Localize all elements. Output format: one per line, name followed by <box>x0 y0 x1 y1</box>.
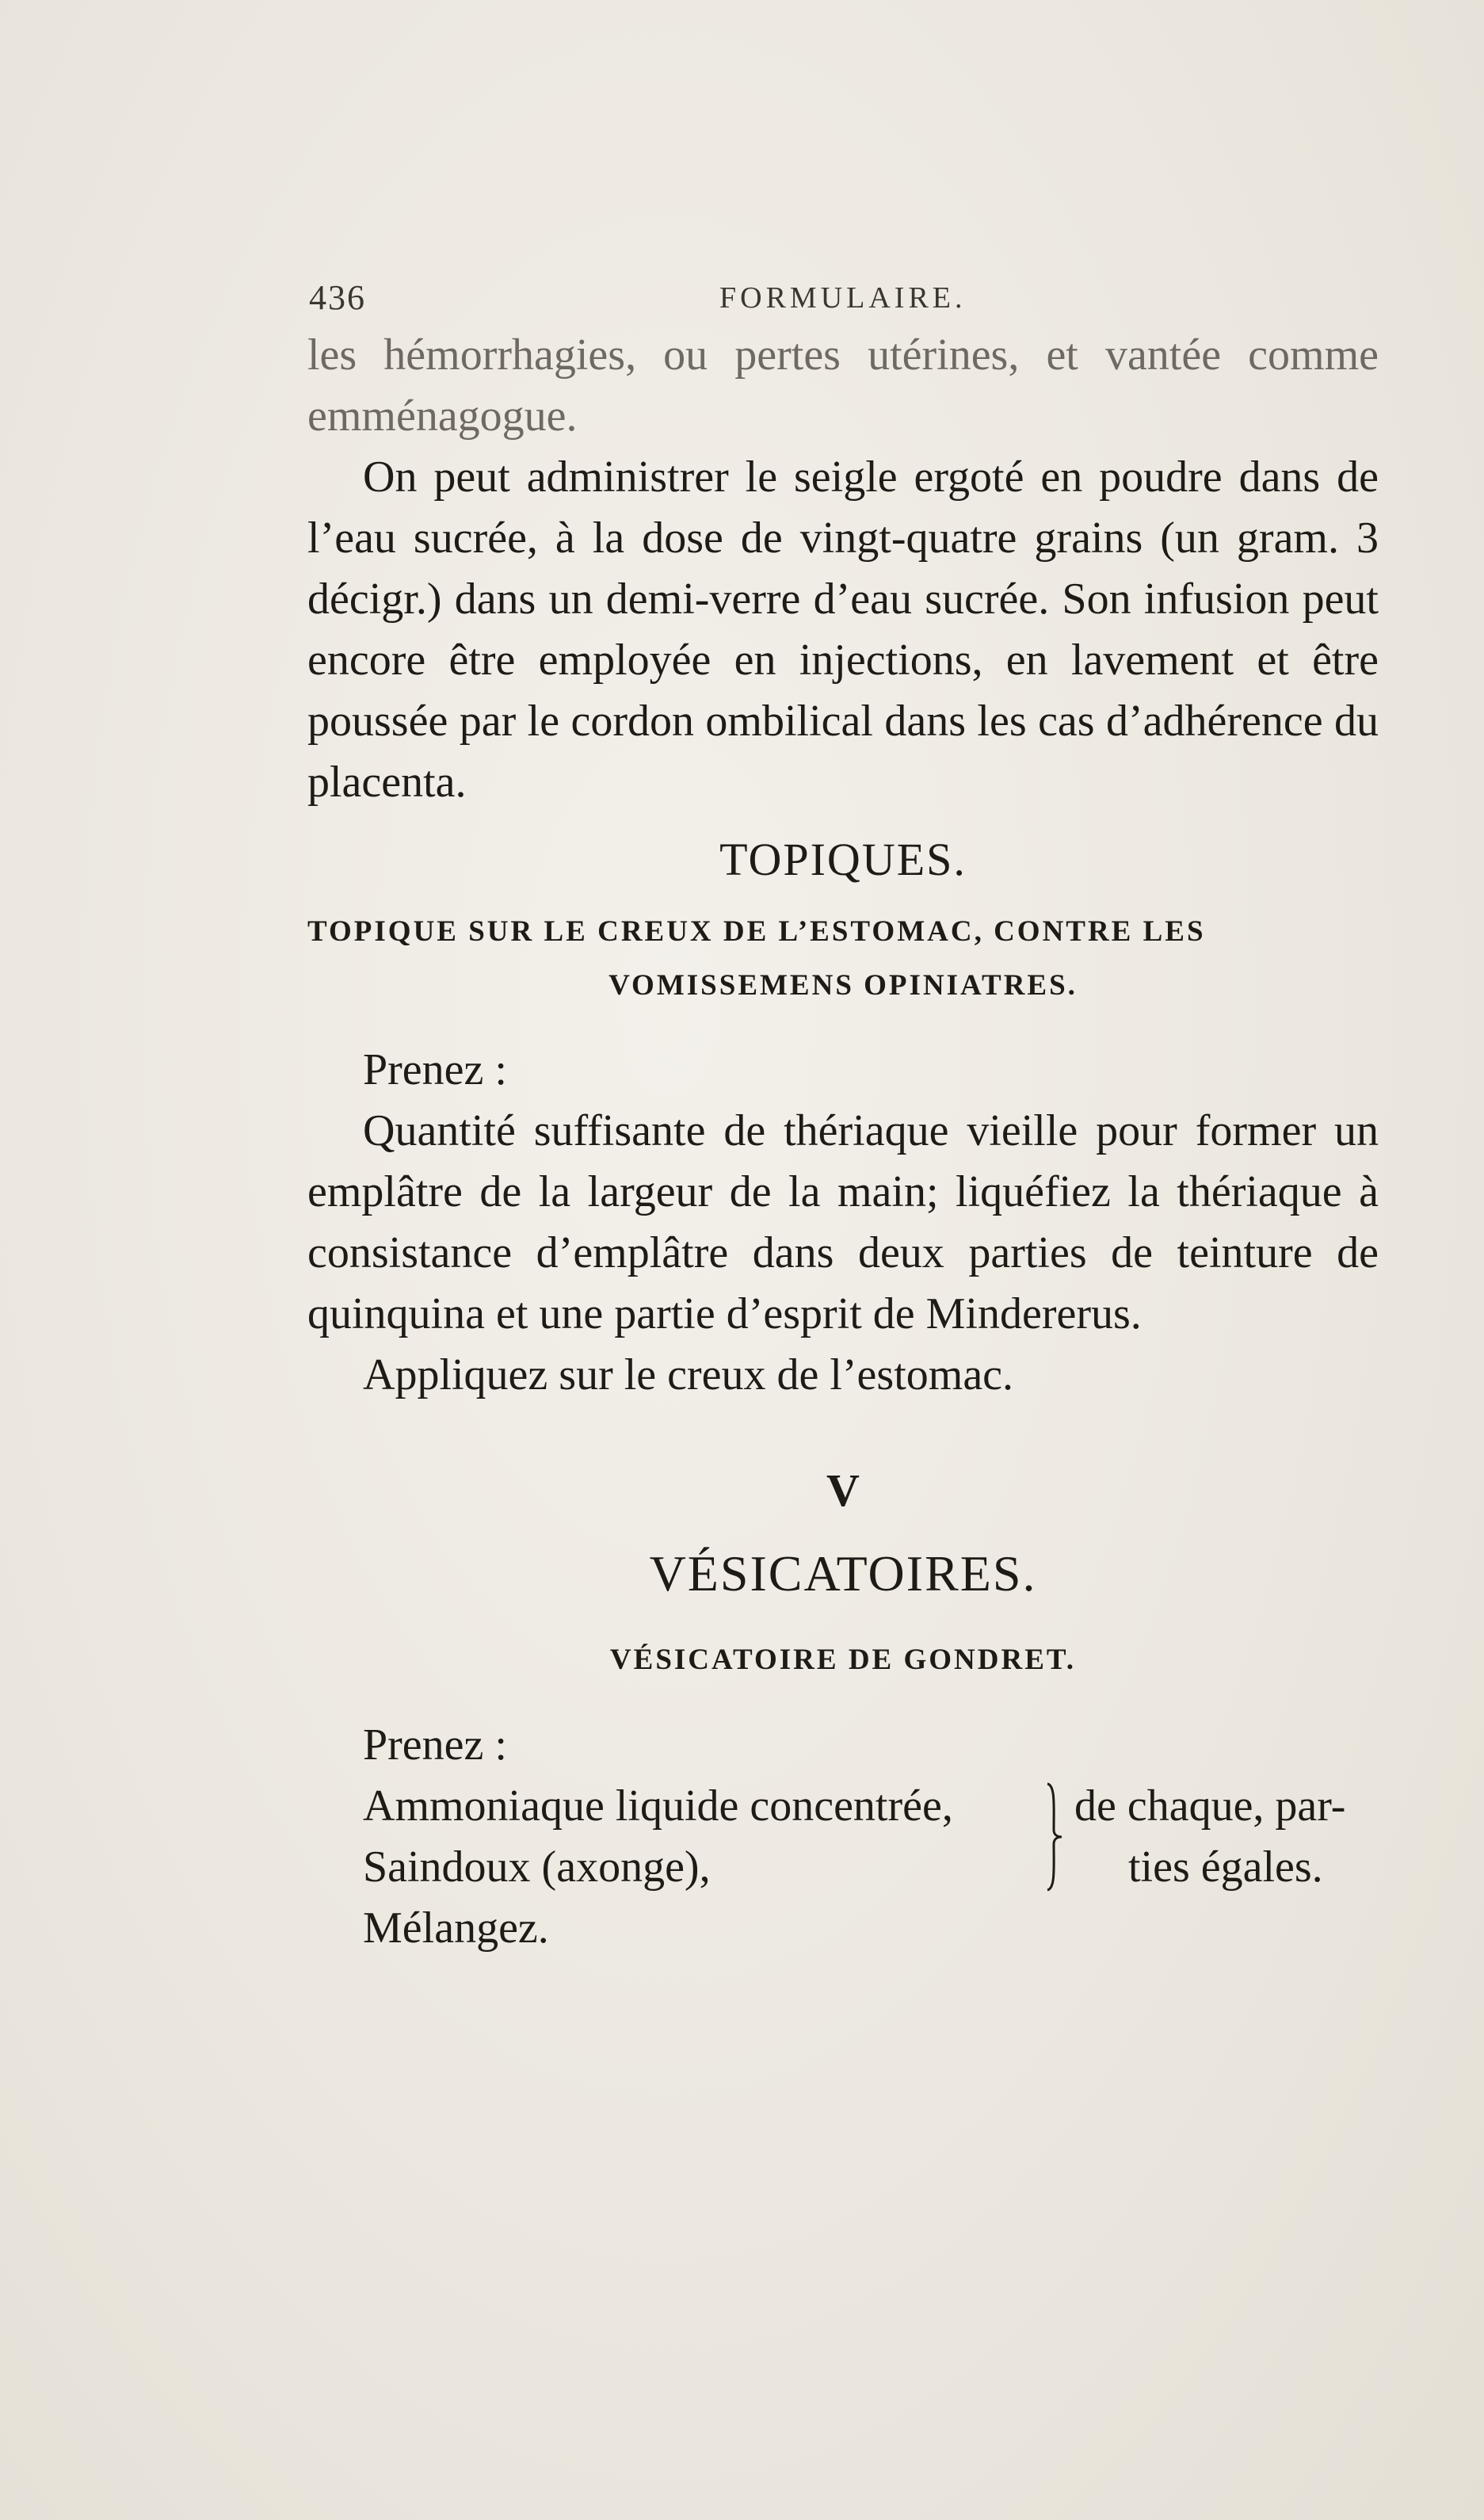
chapter-title: VÉSICATOIRES. <box>649 1545 1037 1602</box>
prenez-label-gondret: Prenez : <box>363 1720 507 1770</box>
ingredient-list <box>307 1776 1379 1898</box>
ingredient-saindoux: Saindoux (axonge), <box>363 1842 711 1892</box>
topique-application: Appliquez sur le creux de l’estomac. <box>363 1350 1014 1399</box>
quantity-line-2: ties égales. <box>1128 1842 1323 1892</box>
recipe-title-gondret: VÉSICATOIRE DE GONDRET. <box>609 1644 1077 1676</box>
continuation-paragraph: les hémorrhagies, ou pertes utérines, et vantée comme emménagogue. <box>307 330 1379 441</box>
chapter-number: V <box>826 1464 860 1516</box>
prenez-label-topique: Prenez : <box>363 1045 507 1094</box>
topique-instructions: Quantité suffisante de thériaque vieille pour former un emplâtre de la largeur de la main; liquéfiez la thériaque à consistance d’emplâtre dans deux parties de teinture de quinquina et une partie d’esprit de Mindererus. <box>307 1106 1379 1338</box>
brace-icon <box>1044 1782 1063 1892</box>
text-block <box>307 277 1379 1959</box>
recipe-title-topique <box>307 905 1379 1013</box>
spacer <box>307 1013 1379 1040</box>
recipe-title-line-2: VOMISSEMENS OPINIATRES. <box>608 969 1078 1002</box>
ingredient-ammoniaque: Ammoniaque liquide concentrée, <box>363 1781 953 1831</box>
quantity-line-1: de chaque, par- <box>1074 1781 1346 1831</box>
administration-paragraph: On peut administrer le seigle ergoté en poudre dans de l’eau sucrée, à la dose de vingt-quatre grains (un gram. 3 décigr.) dans un demi-verre d’eau sucrée. Son infusion peut encore être employée en injections, en lavement et être poussée par le cordon ombilical dans les cas d’adhérence du placenta. <box>307 452 1379 807</box>
recipe-title-line-1: TOPIQUE SUR LE CREUX DE L’ESTOMAC, CONTRE LES <box>307 915 1206 948</box>
spacer <box>307 1688 1379 1715</box>
running-title: FORMULAIRE. <box>719 281 967 315</box>
page-number: 436 <box>309 278 366 317</box>
running-head <box>307 277 1379 325</box>
section-title-topiques: TOPIQUES. <box>719 834 967 885</box>
melangez-instruction: Mélangez. <box>363 1903 549 1953</box>
